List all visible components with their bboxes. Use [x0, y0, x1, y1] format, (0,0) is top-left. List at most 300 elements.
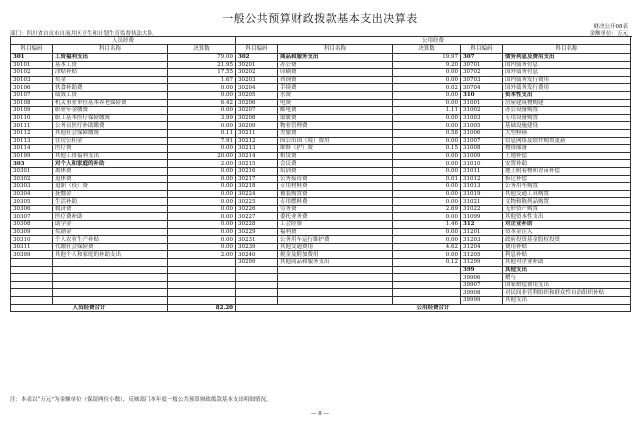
cell-code: 30304	[11, 190, 53, 198]
table-row	[11, 281, 631, 289]
cell-code: 31011	[461, 167, 503, 175]
cell-code: 30311	[11, 243, 53, 251]
table-row	[11, 251, 631, 259]
cell-name: 资本金注入	[503, 228, 631, 236]
department-label: 部门：	[10, 31, 27, 37]
cell-code: 31010	[461, 160, 503, 168]
cell-code: 31019	[461, 190, 503, 198]
cell-code: 30203	[236, 76, 278, 84]
cell-amount: 0.12	[393, 259, 461, 267]
col-amount: 决算数	[168, 45, 236, 54]
cell-code: 31204	[461, 243, 503, 251]
table-row	[11, 54, 631, 62]
table-row	[11, 266, 631, 274]
cell-name: 职业年金缴费	[53, 107, 168, 115]
cell-name: 地上附着物和青苗补偿	[503, 167, 631, 175]
cell-name	[53, 297, 168, 305]
table-row	[11, 91, 631, 99]
cell-code: 310	[461, 91, 503, 99]
personnel-header: 人员经费	[11, 37, 236, 45]
cell-code: 30225	[236, 198, 278, 206]
cell-code: 31007	[461, 137, 503, 145]
cell-code: 31203	[461, 236, 503, 244]
cell-name: 培训费	[278, 167, 393, 175]
table-row	[11, 114, 631, 122]
cell-amount: 0.00	[168, 190, 236, 198]
cell-name: 助学金	[53, 221, 168, 229]
cell-amount: 0.00	[393, 160, 461, 168]
cell-name: 维修（护）费	[278, 145, 393, 153]
cell-amount: 0.00	[168, 167, 236, 175]
cell-amount: 0.58	[393, 129, 461, 137]
cell-amount: 0.00	[168, 107, 236, 115]
cell-name: 绩效工资	[53, 91, 168, 99]
cell-code: 302	[236, 54, 278, 62]
cell-code: 31012	[461, 175, 503, 183]
cell-code: 30301	[11, 167, 53, 175]
table-row	[11, 213, 631, 221]
cell-code: 30112	[11, 129, 53, 137]
cell-code: 30211	[236, 129, 278, 137]
table-row	[11, 183, 631, 191]
cell-code: 31299	[461, 259, 503, 267]
cell-code: 30109	[11, 107, 53, 115]
cell-code: 30239	[236, 243, 278, 251]
cell-amount: 0.00	[168, 84, 236, 92]
cell-code: 30305	[11, 198, 53, 206]
cell-code: 31003	[461, 114, 503, 122]
cell-name: 土地补偿	[503, 152, 631, 160]
cell-amount: 2.00	[168, 251, 236, 259]
cell-code: 399	[461, 266, 503, 274]
col-code: 科目编码	[461, 45, 503, 54]
cell-code: 31001	[461, 99, 503, 107]
cell-code: 31002	[461, 107, 503, 115]
cell-amount: 0.00	[168, 228, 236, 236]
cell-code: 31201	[461, 228, 503, 236]
cell-code	[11, 281, 53, 289]
cell-name: 政府投资基金股权投资	[503, 236, 631, 244]
table-row	[11, 297, 631, 305]
cell-name: 物业管理费	[278, 122, 393, 130]
cell-code: 30217	[236, 175, 278, 183]
cell-name: 其他交通费用	[278, 243, 393, 251]
cell-name: 基本工资	[53, 61, 168, 69]
cell-code: 30202	[236, 69, 278, 77]
table-row	[11, 122, 631, 130]
cell-code: 307	[461, 54, 503, 62]
cell-name: 拆迁补偿	[503, 175, 631, 183]
cell-amount: 0.00	[393, 137, 461, 145]
cell-name: 水费	[278, 91, 393, 99]
cell-name: 因公出国（境）费用	[278, 137, 393, 145]
cell-code: 30218	[236, 183, 278, 191]
table-row	[11, 228, 631, 236]
cell-code: 30213	[236, 145, 278, 153]
cell-amount: 1.46	[393, 221, 461, 229]
cell-name: 公务员医疗补助缴费	[53, 122, 168, 130]
cell-amount: 0.00	[168, 236, 236, 244]
cell-code	[236, 274, 278, 282]
cell-name: 会议费	[278, 160, 393, 168]
cell-amount: 0.00	[393, 91, 461, 99]
cell-amount: 21.95	[168, 61, 236, 69]
cell-name: 抚恤金	[53, 190, 168, 198]
table-row	[11, 137, 631, 145]
cell-amount: 0.00	[168, 243, 236, 251]
cell-name: 差旅费	[278, 129, 393, 137]
cell-amount: 0.00	[168, 205, 236, 213]
cell-name: 对个人和家庭的补助	[53, 160, 168, 168]
cell-name: 其他资本性支出	[503, 213, 631, 221]
cell-code: 30214	[236, 152, 278, 160]
cell-amount	[168, 297, 236, 305]
cell-name: 物资储备	[503, 145, 631, 153]
cell-amount: 79.00	[168, 54, 236, 62]
cell-code: 30108	[11, 99, 53, 107]
cell-amount: 0.00	[393, 114, 461, 122]
cell-amount	[168, 259, 236, 267]
cell-name: 工会经费	[278, 221, 393, 229]
cell-name: 债务利息及费用支出	[503, 54, 631, 62]
cell-amount	[393, 289, 461, 297]
cell-name: 安置补助	[503, 160, 631, 168]
cell-name: 个人农业生产补贴	[53, 236, 168, 244]
personnel-total-label: 人员经费合计	[11, 304, 168, 312]
cell-amount: 0.00	[393, 69, 461, 77]
cell-amount: 0.00	[393, 76, 461, 84]
cell-amount: 0.00	[393, 183, 461, 191]
cell-name: 工资福利支出	[53, 54, 168, 62]
cell-name: 国内债务发行费用	[503, 76, 631, 84]
cell-name: 办公设备购置	[503, 107, 631, 115]
cell-name	[53, 274, 168, 282]
cell-code	[11, 289, 53, 297]
cell-name: 其他支出	[503, 266, 631, 274]
table-row	[11, 236, 631, 244]
report-title: 一般公共预算财政拨款基本支出决算表	[222, 12, 418, 25]
cell-amount: 0.00	[393, 251, 461, 259]
cell-code: 30227	[236, 213, 278, 221]
cell-name: 职工基本医疗保险缴费	[53, 114, 168, 122]
cell-name: 税金及附加费用	[278, 251, 393, 259]
cell-code: 30103	[11, 76, 53, 84]
table-row	[11, 198, 631, 206]
totals-row	[11, 304, 631, 312]
table-row	[11, 61, 631, 69]
cell-code: 39908	[461, 289, 503, 297]
cell-code: 30201	[236, 61, 278, 69]
cell-amount	[168, 281, 236, 289]
cell-code: 31013	[461, 183, 503, 191]
form-code: 财决公开08表	[593, 24, 628, 30]
cell-amount: 0.00	[168, 122, 236, 130]
table-row	[11, 243, 631, 251]
cell-code: 30205	[236, 91, 278, 99]
table-row	[11, 69, 631, 77]
cell-code: 31022	[461, 205, 503, 213]
cell-amount	[168, 266, 236, 274]
cell-code: 31008	[461, 145, 503, 153]
cell-code: 30224	[236, 190, 278, 198]
cell-amount: 0.15	[393, 145, 461, 153]
cell-name	[53, 281, 168, 289]
cell-name	[278, 281, 393, 289]
table-row	[11, 160, 631, 168]
cell-amount	[393, 266, 461, 274]
cell-code: 303	[11, 160, 53, 168]
cell-code: 30399	[11, 251, 53, 259]
cell-name: 国外债务付息	[503, 69, 631, 77]
cell-name: 商品和服务支出	[278, 54, 393, 62]
cell-name: 文物和陈列品购置	[503, 198, 631, 206]
cell-name: 住房公积金	[53, 137, 168, 145]
cell-amount	[168, 289, 236, 297]
cell-code	[236, 281, 278, 289]
cell-amount: 2.69	[393, 205, 461, 213]
cell-amount	[393, 274, 461, 282]
cell-code: 301	[11, 54, 53, 62]
cell-code	[11, 297, 53, 305]
cell-code: 30215	[236, 160, 278, 168]
table-row	[11, 175, 631, 183]
cell-name: 伙食补助费	[53, 84, 168, 92]
cell-amount: 0.02	[393, 84, 461, 92]
cell-code: 30204	[236, 84, 278, 92]
cell-amount: 0.00	[393, 99, 461, 107]
cell-name: 咨询费	[278, 76, 393, 84]
cell-name: 专用燃料费	[278, 198, 393, 206]
cell-code: 30310	[11, 236, 53, 244]
cell-code: 312	[461, 221, 503, 229]
cell-code: 30114	[11, 145, 53, 153]
cell-name: 机关事业单位基本养老保险费	[53, 99, 168, 107]
personnel-total-value: 82.20	[168, 304, 236, 312]
cell-amount: 0.00	[393, 152, 461, 160]
cell-amount: 9.20	[393, 61, 461, 69]
cell-code: 30704	[461, 84, 503, 92]
cell-code: 30107	[11, 91, 53, 99]
cell-name: 国家赔偿费用支出	[503, 281, 631, 289]
cell-name: 其他工资福利支出	[53, 152, 168, 160]
cell-amount: 6.42	[168, 99, 236, 107]
cell-name	[278, 289, 393, 297]
cell-amount: 0.00	[168, 198, 236, 206]
col-name: 科目名称	[53, 45, 168, 54]
cell-name: 无形资产购置	[503, 205, 631, 213]
cell-code: 39906	[461, 274, 503, 282]
col-code: 科目编码	[236, 45, 278, 54]
cell-amount: 0.00	[168, 175, 236, 183]
cell-amount	[168, 274, 236, 282]
cell-code: 30308	[11, 221, 53, 229]
cell-amount	[393, 297, 461, 305]
table-row	[11, 84, 631, 92]
cell-name: 大型修缮	[503, 129, 631, 137]
table-row	[11, 205, 631, 213]
cell-name	[53, 266, 168, 274]
public-total-label: 公用经费合计	[236, 304, 631, 312]
cell-code: 30228	[236, 221, 278, 229]
cell-code: 30231	[236, 236, 278, 244]
cell-name: 对民间非营利组织和群众性自治组织补贴	[503, 289, 631, 297]
cell-code: 30306	[11, 205, 53, 213]
cell-name: 生活补助	[53, 198, 168, 206]
table-row	[11, 289, 631, 297]
cell-amount: 0.00	[393, 236, 461, 244]
cell-name: 国内债务付息	[503, 61, 631, 69]
table-row	[11, 129, 631, 137]
cell-code: 30226	[236, 205, 278, 213]
cell-amount: 0.00	[393, 122, 461, 130]
cell-amount: 20.00	[168, 152, 236, 160]
cell-name: 基础设施建设	[503, 122, 631, 130]
cell-name: 代缴社会保险费	[53, 243, 168, 251]
cell-code: 30110	[11, 114, 53, 122]
cell-amount: 0.00	[168, 221, 236, 229]
cell-name: 信息网络及软件购置更新	[503, 137, 631, 145]
cell-name: 委托业务费	[278, 213, 393, 221]
cell-code	[236, 297, 278, 305]
cell-code: 30702	[461, 69, 503, 77]
footnote: 注：本表以“万元”为金额单位（保留两位小数），反映部门本年度一般公共预算财政拨款基本支出明细情况。	[10, 397, 272, 403]
cell-amount: 0.00	[393, 167, 461, 175]
cell-name: 救济费	[53, 205, 168, 213]
cell-amount: 0.00	[393, 198, 461, 206]
cell-amount: 1.67	[168, 76, 236, 84]
public-header: 公用经费	[236, 37, 631, 45]
cell-code	[11, 259, 53, 267]
cell-amount: 0.11	[168, 129, 236, 137]
cell-name: 其他交通工具购置	[503, 190, 631, 198]
cell-amount: 17.55	[168, 69, 236, 77]
cell-amount: 0.01	[393, 175, 461, 183]
table-body	[11, 54, 631, 305]
cell-name: 其他个人和家庭的补助支出	[53, 251, 168, 259]
cell-name: 福利费	[278, 228, 393, 236]
cell-name: 资本性支出	[503, 91, 631, 99]
cell-code: 30229	[236, 228, 278, 236]
cell-code: 31021	[461, 198, 503, 206]
cell-name: 退休费	[53, 175, 168, 183]
cell-code: 30206	[236, 99, 278, 107]
cell-code: 39907	[461, 281, 503, 289]
cell-amount: 0.00	[168, 145, 236, 153]
cell-amount: 0.00	[393, 228, 461, 236]
cell-name: 离休费	[53, 167, 168, 175]
cell-name: 对企业补助	[503, 221, 631, 229]
cell-name: 印刷费	[278, 69, 393, 77]
cell-code: 30102	[11, 69, 53, 77]
cell-name: 被装购置费	[278, 190, 393, 198]
cell-name: 其他商品和服务支出	[278, 259, 393, 267]
cell-amount: 19.97	[393, 54, 461, 62]
cell-amount: 4.62	[393, 243, 461, 251]
cell-name: 医疗费补助	[53, 213, 168, 221]
cell-name: 电费	[278, 99, 393, 107]
cell-name: 医疗费	[53, 145, 168, 153]
expenditure-table	[10, 36, 631, 312]
table-row	[11, 221, 631, 229]
cell-name: 赠与	[503, 274, 631, 282]
table-row	[11, 145, 631, 153]
cell-code: 30701	[461, 61, 503, 69]
cell-amount	[393, 281, 461, 289]
cell-code: 30216	[236, 167, 278, 175]
cell-code	[236, 289, 278, 297]
cell-name: 公务用车运行维护费	[278, 236, 393, 244]
department-name: 四川省自贡市自流井区卫生和计划生育监督执法大队	[26, 31, 154, 37]
cell-amount: 0.00	[168, 183, 236, 191]
col-amount: 决算数	[393, 45, 461, 54]
cell-code: 30111	[11, 122, 53, 130]
cell-amount: 3.99	[168, 114, 236, 122]
cell-code: 31205	[461, 251, 503, 259]
cell-code: 39999	[461, 297, 503, 305]
cell-code: 30208	[236, 114, 278, 122]
cell-name: 取暖费	[278, 114, 393, 122]
cell-code: 30212	[236, 137, 278, 145]
cell-amount: 7.91	[168, 137, 236, 145]
cell-code: 30703	[461, 76, 503, 84]
cell-code: 30106	[11, 84, 53, 92]
table-row	[11, 152, 631, 160]
cell-name: 公务接待费	[278, 175, 393, 183]
cell-name: 手续费	[278, 84, 393, 92]
table-row	[11, 167, 631, 175]
cell-code: 30101	[11, 61, 53, 69]
cell-name: 专用材料费	[278, 183, 393, 191]
cell-name: 其他对企业补助	[503, 259, 631, 267]
cell-code: 30207	[236, 107, 278, 115]
cell-code: 30199	[11, 152, 53, 160]
cell-name: 办公费	[278, 61, 393, 69]
cell-code: 30309	[11, 228, 53, 236]
cell-amount: 0.00	[393, 213, 461, 221]
cell-name: 专用设备购置	[503, 114, 631, 122]
cell-name: 津贴补贴	[53, 69, 168, 77]
cell-code: 30302	[11, 175, 53, 183]
cell-name: 邮电费	[278, 107, 393, 115]
cell-code: 30113	[11, 137, 53, 145]
cell-name: 劳务费	[278, 205, 393, 213]
cell-amount: 0.00	[168, 91, 236, 99]
cell-name: 奖励金	[53, 228, 168, 236]
col-name: 科目名称	[278, 45, 393, 54]
cell-code: 31009	[461, 152, 503, 160]
cell-name: 其他社会保障缴费	[53, 129, 168, 137]
cell-name	[53, 259, 168, 267]
cell-name: 利息补贴	[503, 251, 631, 259]
cell-name: 奖金	[53, 76, 168, 84]
table-row	[11, 259, 631, 267]
page-number: — 8 —	[311, 411, 329, 417]
cell-code: 30209	[236, 122, 278, 130]
cell-code	[11, 266, 53, 274]
cell-code: 31099	[461, 213, 503, 221]
cell-name	[53, 289, 168, 297]
table-row	[11, 76, 631, 84]
table-row	[11, 190, 631, 198]
col-code: 科目编码	[11, 45, 53, 54]
cell-code: 30240	[236, 251, 278, 259]
cell-name	[278, 297, 393, 305]
cell-name: 费用补贴	[503, 243, 631, 251]
table-row	[11, 107, 631, 115]
cell-name: 退职（役）费	[53, 183, 168, 191]
cell-code: 31005	[461, 122, 503, 130]
cell-amount: 2.00	[168, 160, 236, 168]
